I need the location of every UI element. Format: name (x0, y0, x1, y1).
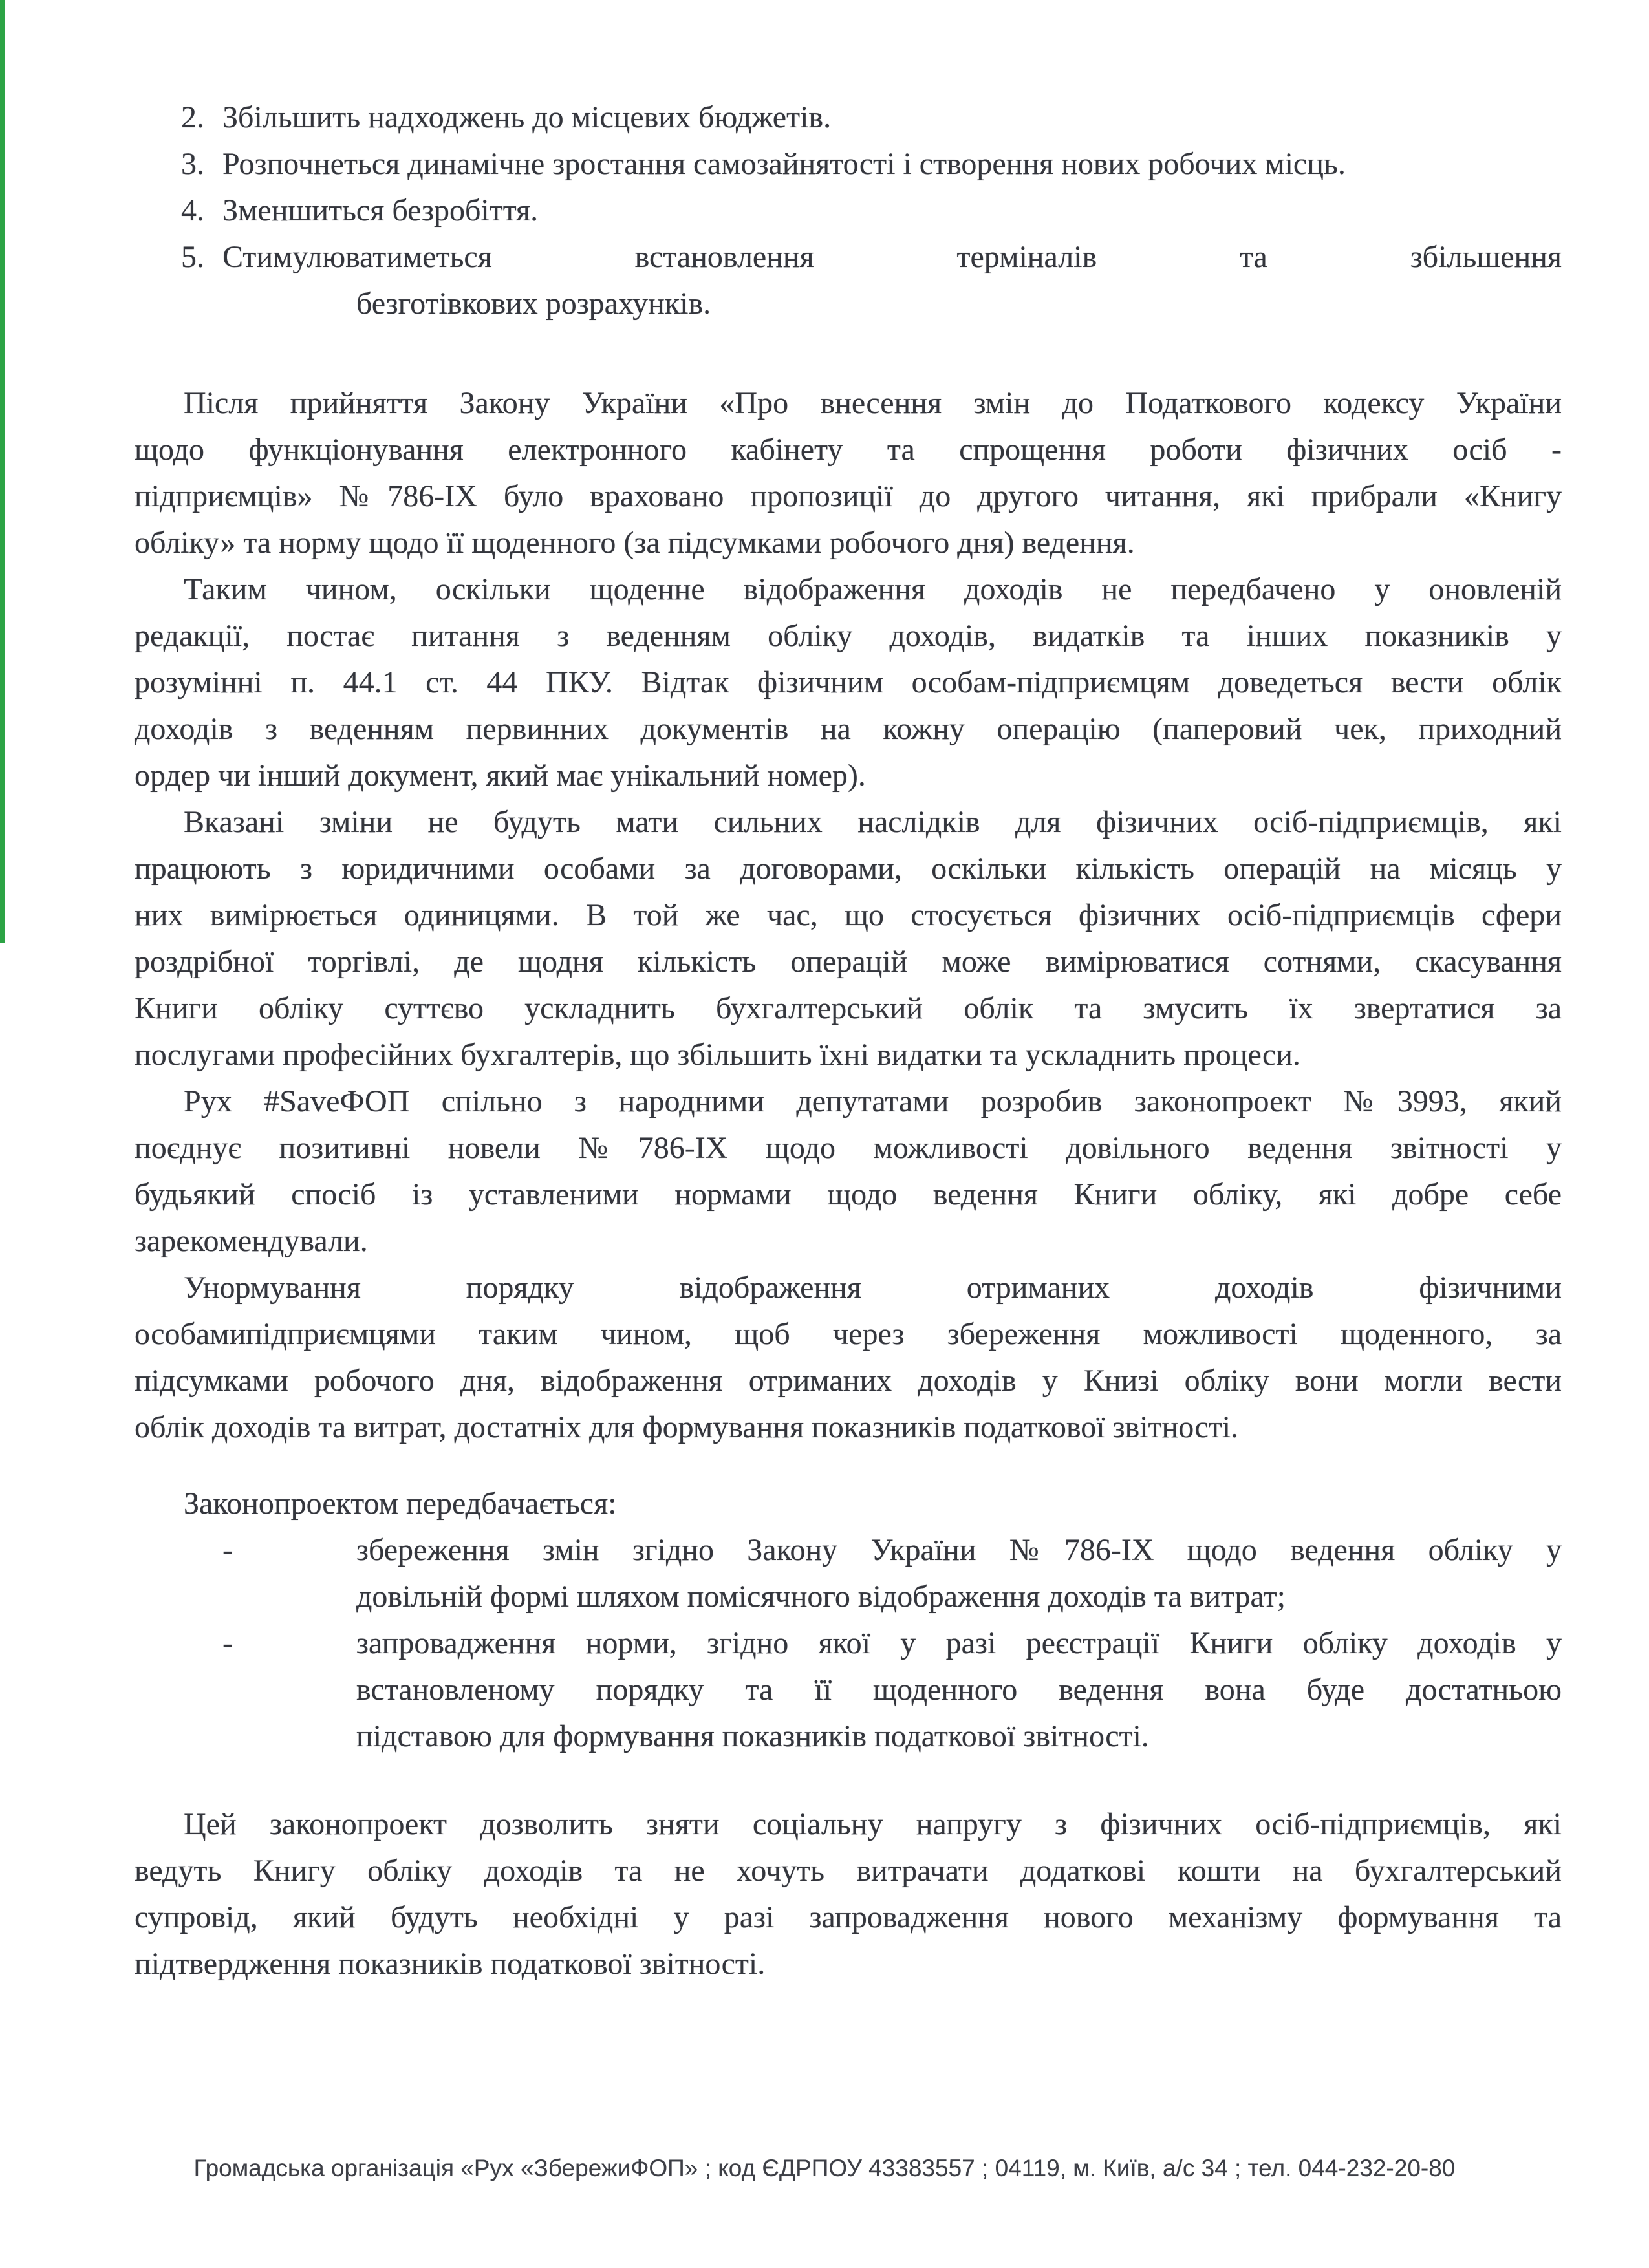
list-item-text: довільній формі шляхом помісячного відображення доходів та витрат; (356, 1579, 1286, 1614)
paragraph-line: облік доходів та витрат, достатніх для формування показників податкової звітності. (135, 1410, 1239, 1444)
paragraph-line: Цей законопроект дозволить зняти соціальну напругу з фізичних осіб-підприємців, які (184, 1807, 1562, 1841)
paragraph (135, 1265, 1562, 1451)
paragraph-line: підсумками робочого дня, відображення отриманих доходів у Книзі обліку вони могли вести (135, 1364, 1562, 1398)
paragraph-line: них вимірюється одиницями. В той же час, що стосується фізичних осіб-підприємців сфери (135, 898, 1562, 932)
list-number: 5. (181, 240, 204, 274)
paragraph-line: Після прийняття Закону України «Про внесення змін до Податкового кодексу України (184, 386, 1562, 420)
paragraph-line: працюють з юридичними особами за договорами, оскільки кількість операцій на місяць у (135, 851, 1562, 886)
paragraph-line: будьякий спосіб із уставленими нормами щодо ведення Книги обліку, які добре себе (135, 1177, 1562, 1212)
organization-footer: Громадська організація «Рух «ЗбережиФОП» ; код ЄДРПОУ 43383557 ; 04119, м. Київ, а/с 34 ; тел. 044-232-20-80 (193, 2155, 1456, 2181)
paragraph-line: ордер чи інший документ, який має унікальний номер). (135, 758, 866, 793)
list-item-text: безготівкових розрахунків. (356, 286, 711, 321)
paragraph-line: Таким чином, оскільки щоденне відображення доходів не передбачено у оновленій (184, 572, 1562, 606)
paragraph-line: Вказані зміни не будуть мати сильних наслідків для фізичних осіб-підприємців, які (184, 805, 1562, 839)
paragraph (135, 380, 1562, 566)
paragraph-line: Унормування порядку відображення отриманих доходів фізичними (184, 1270, 1562, 1305)
paragraph-line: підприємців» №786-ІХ було враховано пропозиції до другого читання, які прибрали «Книгу (135, 479, 1562, 513)
list-number: 2. (181, 100, 204, 134)
paragraph-line: розумінні п. 44.1 ст. 44 ПКУ. Відтак фізичним особам-підприємцям доведеться вести облік (135, 665, 1562, 700)
paragraph-line: послугами професійних бухгалтерів, що збільшить їхні видатки та ускладнить процеси. (135, 1038, 1300, 1072)
dash-list-item (135, 1620, 1562, 1760)
paragraph-line: Рух #SaveФОП спільно з народними депутатами розробив законопроект №3993, який (184, 1084, 1562, 1118)
section-heading: Законопроектом передбачається: (184, 1486, 617, 1521)
dash-list-item (135, 1527, 1562, 1620)
paragraph-line: поєднує позитивні новели №786-ІХ щодо можливості довільного ведення звітності у (135, 1131, 1562, 1165)
list-item-text: Зменшиться безробіття. (222, 193, 539, 228)
paragraph-line: редакції, постає питання з веденням обліку доходів, видатків та інших показників у (135, 619, 1562, 653)
list-item (135, 141, 1562, 187)
closing-paragraph (135, 1801, 1562, 1987)
paragraph-line: підтвердження показників податкової звітності. (135, 1947, 766, 1981)
paragraph-line: роздрібної торгівлі, де щодня кількість операцій може вимірюватися сотнями, скасування (135, 945, 1562, 979)
document-body (135, 94, 1562, 1987)
paragraph-line: особамипідприємцями таким чином, щоб через збереження можливості щоденного, за (135, 1317, 1562, 1351)
list-item-text: Розпочнеться динамічне зростання самозайнятості і створення нових робочих місць. (222, 147, 1346, 181)
numbered-list (135, 94, 1562, 327)
paragraph (135, 799, 1562, 1078)
dash-marker: - (222, 1533, 233, 1567)
dash-marker: - (222, 1626, 233, 1660)
dash-list (135, 1527, 1562, 1760)
paragraph-line: зарекомендували. (135, 1224, 368, 1258)
paragraph-line: обліку» та норму щодо її щоденного (за підсумками робочого дня) ведення. (135, 526, 1135, 560)
paragraph-line: Книги обліку суттєво ускладнить бухгалтерський облік та змусить їх звертатися за (135, 991, 1562, 1025)
paragraph (135, 566, 1562, 799)
paragraph-line: щодо функціонування електронного кабінету та спрощення роботи фізичних осіб - (135, 433, 1562, 467)
paragraph (135, 1078, 1562, 1265)
list-item-text: Стимулюватиметься встановлення терміналів та збільшення (222, 240, 1562, 274)
list-item (135, 234, 1562, 327)
list-item-text: підставою для формування показників податкової звітності. (356, 1719, 1149, 1753)
list-number: 3. (181, 147, 204, 181)
paragraph-line: доходів з веденням первинних документів на кожну операцію (паперовий чек, приходний (135, 712, 1562, 746)
paragraph-line: супровід, який будуть необхідні у разі запровадження нового механізму формування та (135, 1900, 1562, 1934)
list-item-text: збереження змін згідно Закону України №786-ІХ щодо ведення обліку у (356, 1533, 1562, 1567)
scan-edge-artifact (0, 0, 5, 943)
list-number: 4. (181, 193, 204, 228)
paragraph-line: ведуть Книгу обліку доходів та не хочуть витрачати додаткові кошти на бухгалтерський (135, 1854, 1562, 1888)
list-item-text: запровадження норми, згідно якої у разі реєстрації Книги обліку доходів у (356, 1626, 1562, 1660)
list-item-text: встановленому порядку та її щоденного ведення вона буде достатньою (356, 1673, 1562, 1707)
list-item (135, 187, 1562, 234)
list-item (135, 94, 1562, 141)
list-item-text: Збільшить надходжень до місцевих бюджетів. (222, 100, 832, 134)
